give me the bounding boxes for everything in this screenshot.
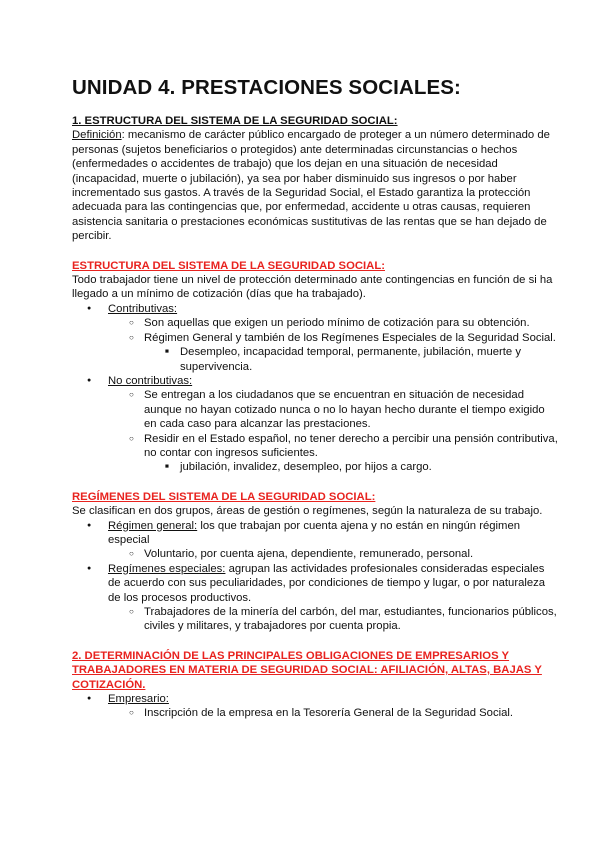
regimen-general-label: Régimen general:	[108, 519, 198, 532]
definition-text: : mecanismo de carácter público encargado de proteger a un número determinado de personas (sujetos beneficiarios o protegidos) ante determinadas circunstancias o hechos (enfermedades o accidentes de trabajo) que los dejan en una situación de necesidad (incapacidad, muerte o jubilación), ya sea por haber disminuido sus ingresos o por haber incrementado sus gastos. A través de la Seguridad Social, el Estado garantiza la protección adecuada para las contingencias que, por enfermedad, accidente u otras causas, requieren asistencia sanitaria o prestaciones económicas sustitutivas de las rentas que se han dejado de percibir.	[72, 129, 550, 243]
section-heading-regimenes: REGÍMENES DEL SISTEMA DE LA SEGURIDAD SOCIAL:	[72, 490, 376, 503]
section-heading-estructura-red: ESTRUCTURA DEL SISTEMA DE LA SEGURIDAD SOCIAL:	[72, 259, 385, 272]
list-item	[72, 302, 560, 374]
list-item: ■ Desempleo, incapacidad temporal, permanente, jubilación, muerte y supervivencia.	[144, 345, 560, 374]
contributivas-label: Contributivas:	[108, 302, 178, 315]
page-title: UNIDAD 4. PRESTACIONES SOCIALES:	[72, 76, 461, 99]
list-item-text: Régimen General y también de los Regímenes Especiales de la Seguridad Social.	[144, 331, 556, 344]
list-item: ○ Inscripción de la empresa en la Tesorería General de la Seguridad Social.	[108, 706, 560, 720]
list-item	[72, 562, 560, 634]
regimenes-intro: Se clasifican en dos grupos, áreas de gestión o regímenes, según la naturaleza de su trabajo.	[72, 505, 543, 518]
regimen-general-text: los que trabajan por cuenta ajena y no están en ningún régimen especial	[108, 519, 521, 546]
regimenes-especiales-text: agrupan las actividades profesionales consideradas especiales de acuerdo con sus peculiaridades, por condiciones de tiempo y lugar, o por naturaleza de los procesos productivos.	[108, 562, 546, 604]
definition-paragraph	[72, 128, 560, 243]
list-item: ○ Voluntario, por cuenta ajena, dependiente, remunerado, personal.	[108, 547, 560, 561]
contribution-list	[72, 302, 560, 475]
list-item: ■ jubilación, invalidez, desempleo, por hijos a cargo.	[144, 460, 560, 474]
list-item	[72, 692, 560, 721]
list-item-text: Residir en el Estado español, no tener derecho a percibir una pensión contributiva, no contar con ingresos suficientes.	[144, 432, 558, 459]
section-heading-obligaciones: 2. DETERMINACIÓN DE LAS PRINCIPALES OBLIGACIONES DE EMPRESARIOS Y TRABAJADORES EN MATERIA DE SEGURIDAD SOCIAL: AFILIACIÓN, ALTAS, BAJAS Y COTIZACIÓN.	[72, 649, 542, 691]
section-heading-estructura: 1. ESTRUCTURA DEL SISTEMA DE LA SEGURIDAD SOCIAL:	[72, 115, 398, 127]
regimenes-list	[72, 519, 560, 634]
empresario-label: Empresario:	[108, 693, 169, 706]
no-contributivas-label: No contributivas:	[108, 374, 193, 387]
list-item	[108, 432, 560, 475]
definition-label: Definición	[72, 129, 122, 142]
list-item	[72, 519, 560, 562]
regimenes-especiales-label: Regímenes especiales:	[108, 562, 226, 575]
list-item	[108, 331, 560, 374]
list-item: ○ Se entregan a los ciudadanos que se encuentran en situación de necesidad aunque no hayan cotizado nunca o no lo hayan hecho durante el tiempo exigido en cada caso para alcanzar las prestaciones.	[108, 388, 560, 431]
obligaciones-list	[72, 692, 560, 721]
list-item: ○ Son aquellas que exigen un periodo mínimo de cotización para su obtención.	[108, 316, 560, 330]
list-item: ○ Trabajadores de la minería del carbón, del mar, estudiantes, funcionarios públicos, civiles y militares, y trabajadores por cuenta propia.	[108, 605, 560, 634]
estructura-intro: Todo trabajador tiene un nivel de protección determinado ante contingencias en función de si ha llegado a un mínimo de cotización (días que ha trabajado).	[72, 274, 553, 301]
list-item	[72, 374, 560, 475]
